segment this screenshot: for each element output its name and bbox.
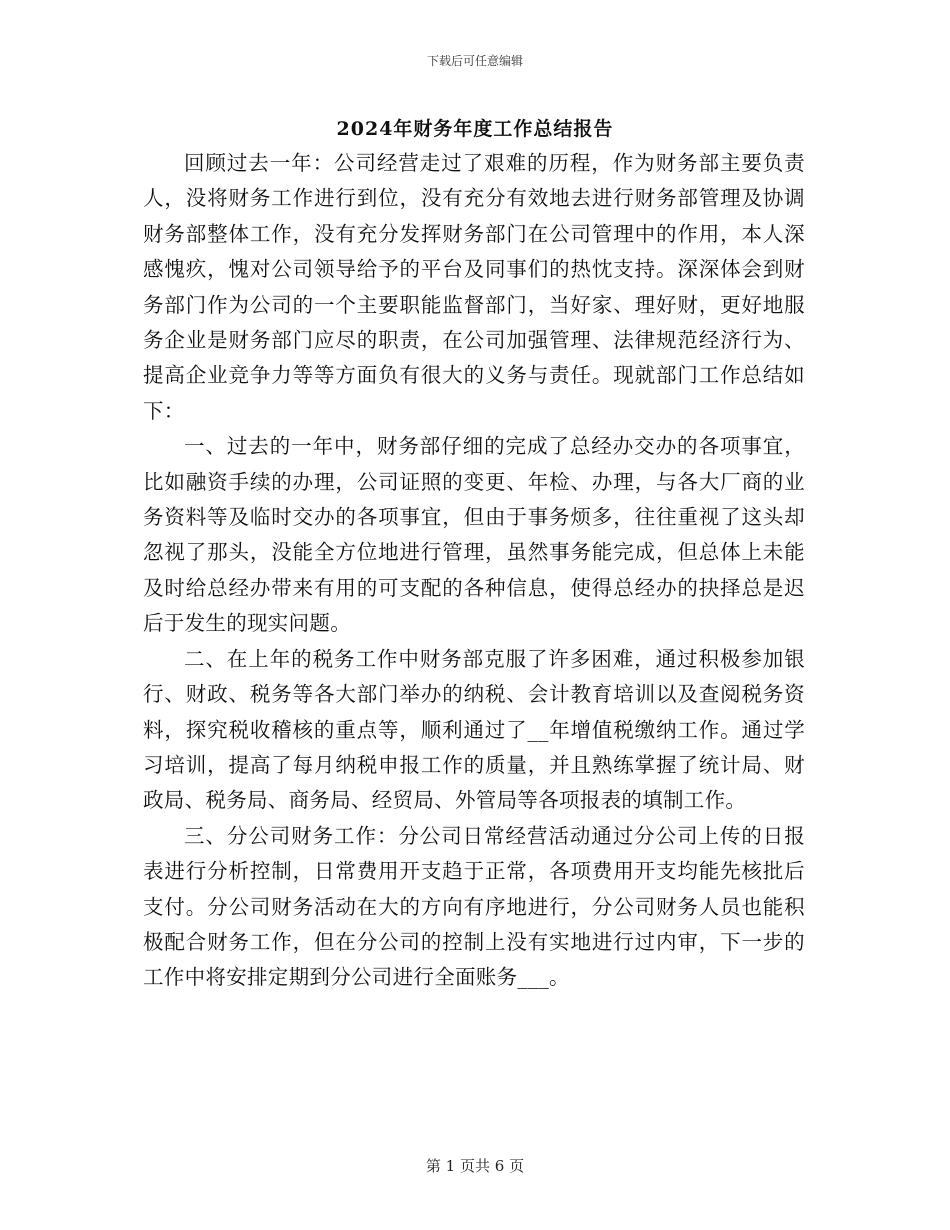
paragraph-section-1: 一、过去的一年中，财务部仔细的完成了总经办交办的各项事宜，比如融资手续的办理，公司证照的变更、年检、办理，与各大厂商的业务资料等及临时交办的各项事宜，但由于事务烦多，往往重视了这头却忽视了那头，没能全方位地进行管理，虽然事务能完成，但总体上未能及时给总经办带来有用的可支配的各种信息，使得总经办的抉择总是迟后于发生的现实问题。: [143, 434, 805, 636]
page-number: 第 1 页共 6 页: [425, 1157, 525, 1175]
page-header-note: 下载后可任意编辑: [426, 54, 523, 68]
document-body: [143, 146, 805, 996]
paragraph-section-2: 二、在上年的税务工作中财务部克服了许多困难，通过积极参加银行、财政、税务等各大部门举办的纳税、会计教育培训以及查阅税务资料，探究税收稽核的重点等，顺利通过了__年增值税缴纳工作。通过学习培训，提高了每月纳税申报工作的质量，并且熟练掌握了统计局、财政局、税务局、商务局、经贸局、外管局等各项报表的填制工作。: [143, 646, 805, 813]
paragraph-intro: 回顾过去一年：公司经营走过了艰难的历程，作为财务部主要负责人，没将财务工作进行到位，没有充分有效地去进行财务部管理及协调财务部整体工作，没有充分发挥财务部门在公司管理中的作用，本人深感愧疚，愧对公司领导给予的平台及同事们的热忱支持。深深体会到财务部门作为公司的一个主要职能监督部门，当好家、理好财，更好地服务企业是财务部门应尽的职责，在公司加强管理、法律规范经济行为、提高企业竞争力等等方面负有很大的义务与责任。现就部门工作总结如下：: [143, 151, 805, 423]
paragraph-section-3: 三、分公司财务工作：分公司日常经营活动通过分公司上传的日报表进行分析控制，日常费用开支趋于正常，各项费用开支均能先核批后支付。分公司财务活动在大的方向有序地进行，分公司财务人员也能积极配合财务工作，但在分公司的控制上没有实地进行过内审，下一步的工作中将安排定期到分公司进行全面账务___。: [143, 823, 805, 990]
document-title: 2024年财务年度工作总结报告: [336, 118, 614, 140]
